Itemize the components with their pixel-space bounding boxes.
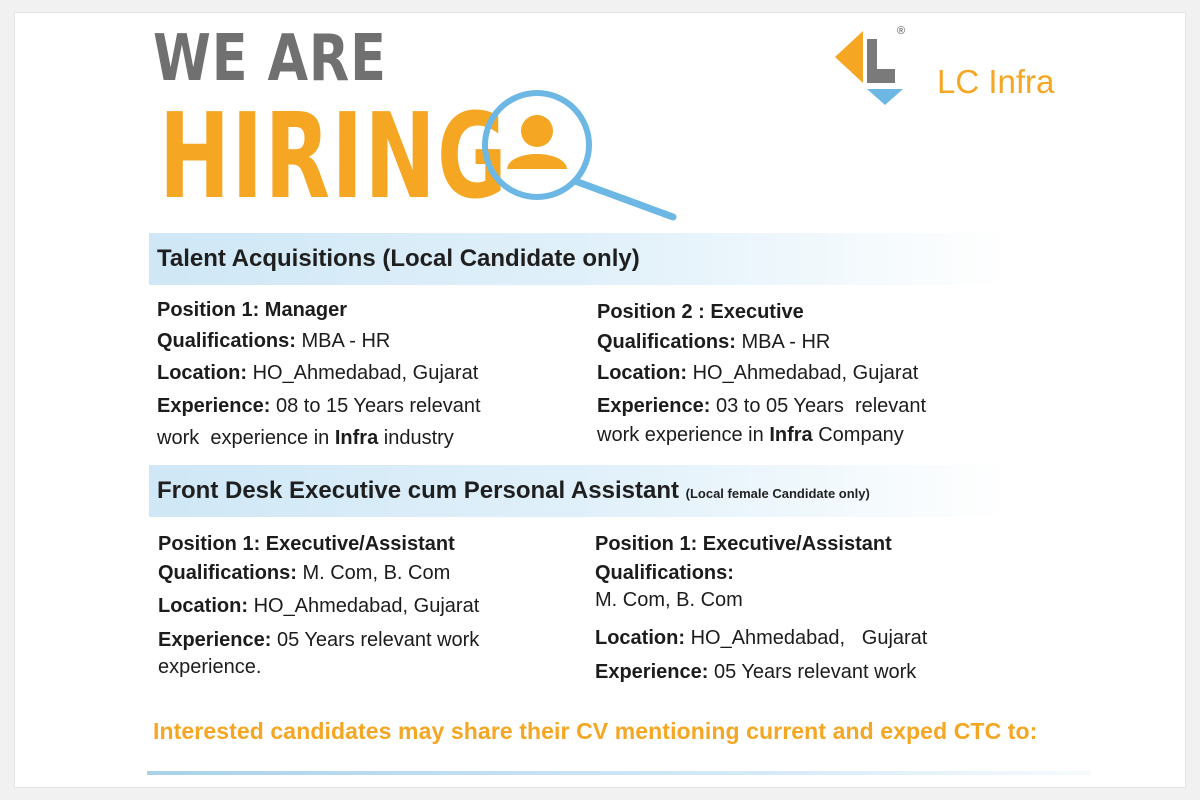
- call-to-action: Interested candidates may share their CV mentioning current and exped CTC to:: [153, 718, 1038, 744]
- experience-line: Experience: 03 to 05 Years relevant: [597, 395, 927, 417]
- position-line: Position 2 : Executive: [597, 301, 804, 323]
- qualifications-line: Qualifications: MBA - HR: [597, 331, 831, 353]
- location-line: Location: HO_Ahmedabad, Gujarat: [158, 595, 480, 617]
- experience-line-2: work experience in Infra Company: [597, 424, 904, 446]
- qualifications-line: Qualifications: MBA - HR: [157, 330, 391, 352]
- location-line: Location: HO_Ahmedabad, Gujarat: [157, 362, 479, 384]
- location-line: Location: HO_Ahmedabad, Gujarat: [595, 627, 928, 649]
- divider: [147, 771, 1091, 775]
- position-line: Position 1: Executive/Assistant: [158, 533, 455, 555]
- hiring-heading: HIRING: [159, 87, 509, 225]
- section-banner-talent-acquisitions: [149, 233, 1009, 285]
- registered-mark: ®: [897, 25, 906, 37]
- section-note: (Local female Candidate only): [685, 486, 870, 501]
- section-banner-front-desk: [149, 465, 1009, 517]
- position-line: Position 1: Manager: [157, 299, 348, 321]
- position-line: Position 1: Executive/Assistant: [595, 533, 892, 555]
- lc-infra-logo-mark: [831, 25, 921, 109]
- qualifications-value: M. Com, B. Com: [595, 589, 743, 611]
- experience-line: Experience: 05 Years relevant work: [158, 629, 480, 651]
- experience-line-2: experience.: [158, 656, 262, 678]
- experience-line-2: work experience in Infra industry: [157, 427, 454, 449]
- job-poster: [14, 12, 1186, 788]
- location-line: Location: HO_Ahmedabad, Gujarat: [597, 362, 919, 384]
- qualifications-line: Qualifications: M. Com, B. Com: [158, 562, 451, 584]
- section-title: Front Desk Executive cum Personal Assistant (Local female Candidate only): [157, 477, 870, 504]
- magnifier-person-icon: [479, 87, 679, 223]
- lc-infra-logo: [831, 25, 1091, 109]
- we-are-heading: WE ARE: [153, 22, 387, 96]
- section-title: Talent Acquisitions (Local Candidate only): [157, 245, 640, 272]
- experience-line: Experience: 05 Years relevant work: [595, 661, 917, 683]
- qualifications-label: Qualifications:: [595, 562, 734, 584]
- experience-line: Experience: 08 to 15 Years relevant: [157, 395, 481, 417]
- brand-name: LC Infra: [937, 63, 1055, 100]
